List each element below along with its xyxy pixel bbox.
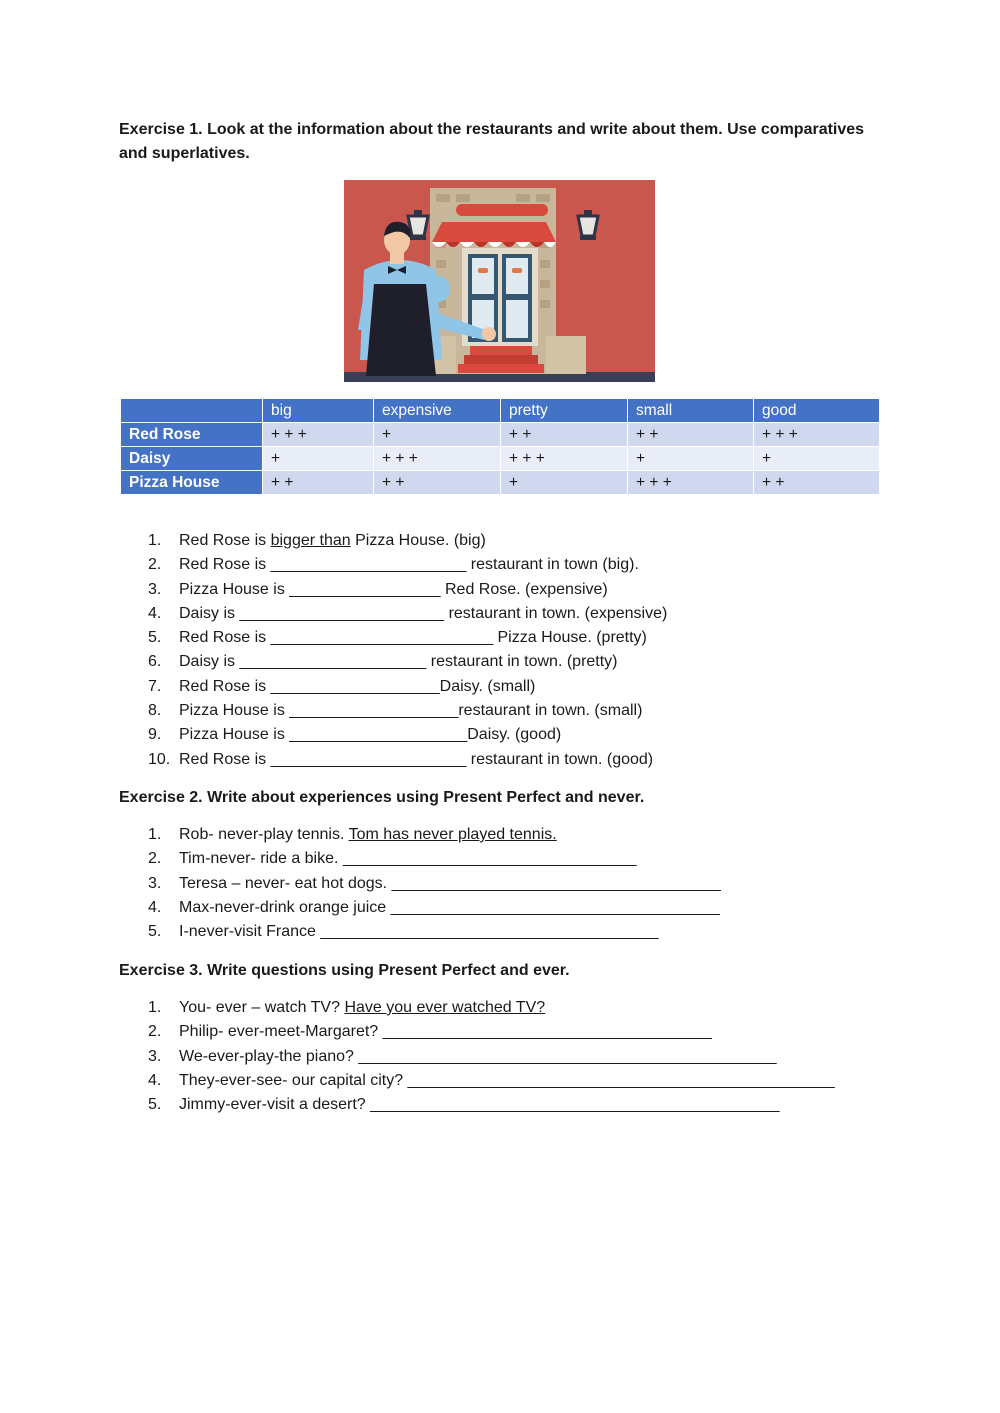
list-item: 4. Max-never-drink orange juice _____________________________________ (148, 898, 720, 916)
list-item: 3. We-ever-play-the piano? _______________________________________________ (148, 1047, 777, 1065)
restaurant-name: Daisy (121, 447, 263, 471)
list-item: 10. Red Rose is ______________________ restaurant in town. (good) (148, 750, 654, 768)
waiter-restaurant-icon (344, 180, 655, 382)
list-item: 3. Pizza House is _________________ Red Rose. (expensive) (148, 580, 608, 598)
column-header: expensive (374, 399, 501, 423)
rating-cell: + (628, 447, 754, 471)
list-item: 2. Red Rose is ______________________ restaurant in town (big). (148, 556, 639, 574)
rating-cell: + + (374, 471, 501, 495)
list-item: 4. Daisy is _______________________ restaurant in town. (expensive) (148, 604, 668, 622)
rating-cell: + (263, 447, 374, 471)
table-header-row (121, 399, 880, 423)
exercise-1-heading: Exercise 1. Look at the information about the restaurants and write about them. Use comparatives and superlatives. (119, 121, 865, 162)
exercise-2-list (148, 823, 721, 944)
rating-cell: + + (501, 423, 628, 447)
column-header: big (263, 399, 374, 423)
list-item: 3. Teresa – never- eat hot dogs. _____________________________________ (148, 874, 721, 892)
list-item: 2. Philip- ever-meet-Margaret? _____________________________________ (148, 1023, 712, 1041)
exercise-1-list (148, 529, 667, 772)
table-row (121, 447, 880, 471)
rating-cell: + + (263, 471, 374, 495)
list-item: 1. Red Rose is bigger than Pizza House. (big) (148, 532, 486, 549)
column-header: small (628, 399, 754, 423)
column-header: pretty (501, 399, 628, 423)
restaurant-comparison-table (120, 398, 880, 495)
list-item: 5. Red Rose is _________________________ Pizza House. (pretty) (148, 629, 647, 647)
list-item: 5. Jimmy-ever-visit a desert? ______________________________________________ (148, 1096, 780, 1114)
rating-cell: + + + (628, 471, 754, 495)
rating-cell: + (501, 471, 628, 495)
exercise-3-heading: Exercise 3. Write questions using Present Perfect and ever. (119, 962, 570, 979)
exercise-3-list (148, 996, 835, 1117)
list-item: 2. Tim-never- ride a bike. _________________________________ (148, 850, 637, 868)
list-item: 1. Rob- never-play tennis. Tom has never played tennis. (148, 826, 557, 843)
list-item: 6. Daisy is _____________________ restaurant in town. (pretty) (148, 653, 618, 671)
list-item: 9. Pizza House is ____________________Daisy. (good) (148, 726, 562, 744)
restaurant-name: Pizza House (121, 471, 263, 495)
rating-cell: + + + (374, 447, 501, 471)
rating-cell: + (374, 423, 501, 447)
list-item: 1. You- ever – watch TV? Have you ever watched TV? (148, 999, 546, 1016)
exercise-2-heading: Exercise 2. Write about experiences using Present Perfect and never. (119, 789, 645, 806)
column-header (121, 399, 263, 423)
rating-cell: + + + (263, 423, 374, 447)
rating-cell: + (754, 447, 880, 471)
list-item: 8. Pizza House is ___________________restaurant in town. (small) (148, 702, 643, 720)
rating-cell: + + (754, 471, 880, 495)
column-header: good (754, 399, 880, 423)
table-row (121, 423, 880, 447)
list-item: 5. I-never-visit France ______________________________________ (148, 923, 659, 941)
list-item: 4. They-ever-see- our capital city? ________________________________________________ (148, 1071, 835, 1089)
rating-cell: + + + (754, 423, 880, 447)
restaurant-name: Red Rose (121, 423, 263, 447)
list-item: 7. Red Rose is ___________________Daisy. (small) (148, 677, 536, 695)
rating-cell: + + + (501, 447, 628, 471)
rating-cell: + + (628, 423, 754, 447)
table-row (121, 471, 880, 495)
